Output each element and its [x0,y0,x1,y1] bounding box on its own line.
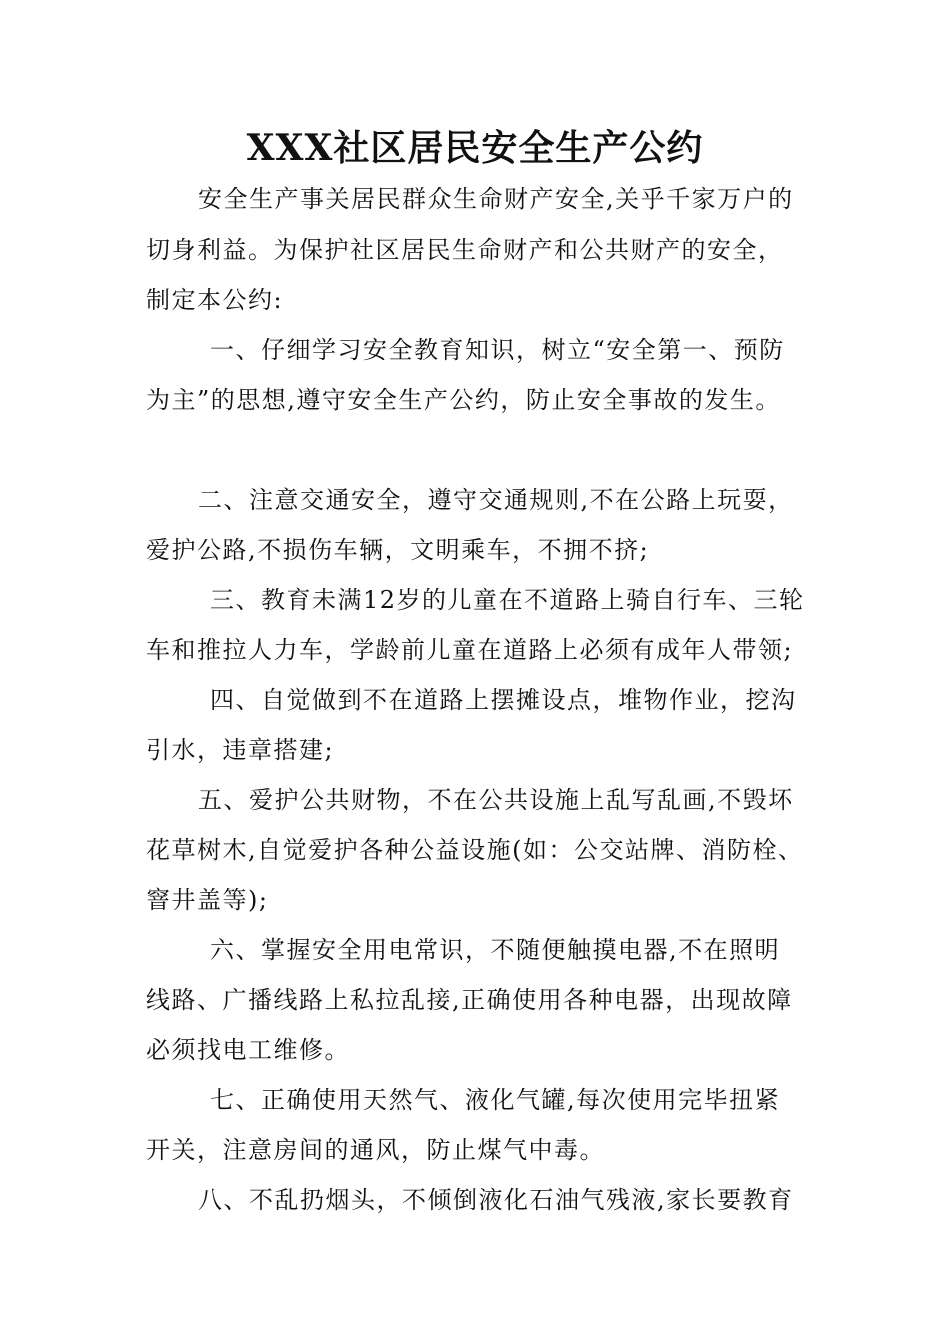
paragraph-line: 开关，注意房间的通风，防止煤气中毒。 [146,1136,605,1164]
paragraph-line: 花草树木,自觉爱护各种公益设施(如：公交站牌、消防栓、 [146,836,804,864]
document-title: XXX社区居民安全生产公约 [246,127,704,169]
paragraph-line: 一、仔细学习安全教育知识，树立“安全第一、预防 [210,336,785,364]
paragraph-line: 爱护公路,不损伤车辆，文明乘车，不拥不挤; [146,536,650,564]
paragraph-line: 八、不乱扔烟头，不倾倒液化石油气残液,家长要教育 [198,1186,794,1214]
paragraph-line: 车和推拉人力车，学龄前儿童在道路上必须有成年人带领; [146,636,794,664]
paragraph-line: 必须找电工维修。 [146,1036,350,1064]
paragraph-line: 切身利益。为保护社区居民生命财产和公共财产的安全， [146,236,784,264]
paragraph-line: 制定本公约: [146,286,284,314]
paragraph-line: 线路、广播线路上私拉乱接,正确使用各种电器，出现故障 [146,986,793,1014]
paragraph-line: 二、注意交通安全，遵守交通规则,不在公路上玩耍， [198,486,794,514]
paragraph-line: 六、掌握安全用电常识，不随便触摸电器,不在照明 [210,936,781,964]
paragraph-line: 五、爱护公共财物，不在公共设施上乱写乱画,不毁坏 [198,786,794,814]
paragraph-line: 四、自觉做到不在道路上摆摊设点，堆物作业，挖沟 [210,686,797,714]
paragraph-line: 为主”的思想,遵守安全生产公约，防止安全事故的发生。 [146,386,781,414]
paragraph-line: 安全生产事关居民群众生命财产安全,关乎千家万户的 [198,185,794,213]
paragraph-line: 引水，违章搭建; [146,736,335,764]
paragraph-line: 窨井盖等); [146,886,269,914]
paragraph-line: 三、教育未满12岁的儿童在不道路上骑自行车、三轮 [210,586,805,614]
paragraph-line: 七、正确使用天然气、液化气罐,每次使用完毕扭紧 [210,1086,781,1114]
